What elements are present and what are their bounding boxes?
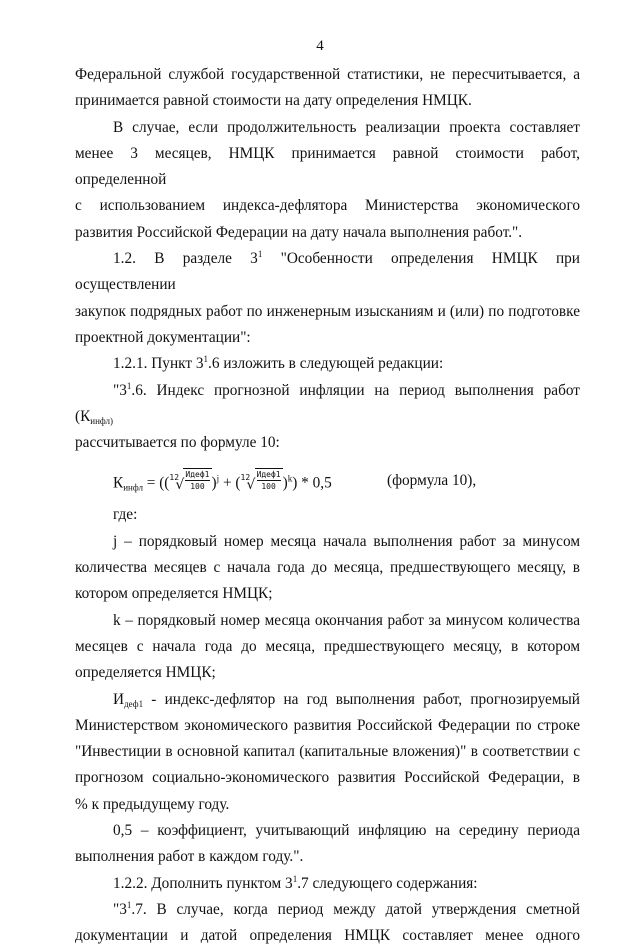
- formula-text: ) * 0,5: [292, 475, 332, 493]
- paragraph-line: выполнения работ в каждом году.".: [75, 848, 304, 866]
- exponent-j: j: [216, 474, 220, 485]
- text-run: И: [113, 690, 125, 708]
- text-run: "3: [113, 381, 127, 399]
- paragraph-line: котором определяется НМЦК;: [75, 585, 273, 603]
- fraction: [183, 468, 211, 492]
- paragraph-line: Министерством экономического развития Российской Федерации по строке: [75, 716, 580, 734]
- text-run: .6 изложить в следующей редакции:: [208, 355, 444, 373]
- fraction: [255, 468, 283, 492]
- text-run: "Особенности определения НМЦК при осуществлении: [75, 250, 580, 294]
- paragraph-line: [75, 351, 580, 377]
- radical-sign-icon: √: [246, 477, 256, 494]
- document-body: [75, 62, 580, 950]
- paragraph-line: 0,5 – коэффициент, учитывающий инфляцию на середину периода: [113, 822, 580, 840]
- text-run: "3: [113, 900, 127, 918]
- formula-label: (формула 10),: [387, 472, 477, 490]
- formula-10: [75, 460, 580, 502]
- text-run: - индекс-дефлятор на год выполнения работ, прогнозируемый: [143, 690, 580, 708]
- text-run: 1.2.1. Пункт 3: [113, 355, 204, 373]
- paragraph-line: k – порядковый номер месяца окончания работ за минусом количества: [113, 611, 580, 629]
- paragraph-line: прогнозом социально-экономического развития Российской Федерации, в: [75, 769, 580, 787]
- superscript: 1: [203, 354, 209, 365]
- paragraph-line: Федеральной службой государственной статистики, не пересчитывается, а: [75, 66, 580, 83]
- subscript: инфл): [90, 415, 114, 426]
- paragraph-line: принимается равной стоимости на дату определения НМЦК.: [75, 92, 472, 110]
- formula-text: = ((: [142, 475, 170, 493]
- superscript: 1: [126, 899, 132, 910]
- paragraph-line: [75, 378, 580, 431]
- text-run: .7 следующего содержания:: [297, 874, 478, 892]
- formula-expression: $К_{инфл}$ = (( 12 √ $\frac{\text{Идеф1}}{100}$ )$^j$ + ( 12 √ $\frac{\text{Идеф1}}{100}$ )$^k$) * 0,5: [113, 468, 332, 500]
- fraction-denominator: 100: [261, 482, 276, 492]
- superscript: 1: [126, 380, 132, 391]
- fraction-numerator: Идеф1: [185, 470, 210, 480]
- paragraph-line: j – порядковый номер месяца начала выполнения работ за минусом: [113, 532, 580, 550]
- paragraph-line: где:: [113, 506, 138, 524]
- formula-k-subscript: инфл: [123, 483, 143, 494]
- paragraph-line: [75, 246, 580, 299]
- subscript: деф1: [124, 698, 144, 709]
- text-run: .6. Индекс прогнозной инфляции на период выполнения работ (К: [75, 381, 580, 425]
- root-index: 12: [240, 473, 251, 483]
- paragraph-line: определяется НМЦК;: [75, 664, 216, 682]
- nth-root: [241, 468, 283, 500]
- superscript: 1: [292, 873, 298, 884]
- paragraph-line: менее 3 месяцев, НМЦК принимается равной стоимости работ, определенной: [75, 144, 580, 189]
- paragraph-line: В случае, если продолжительность реализации проекта составляет: [113, 118, 580, 136]
- paragraph-line: [75, 687, 580, 713]
- formula-k: К: [113, 475, 124, 493]
- paragraph-line: развития Российской Федерации на дату начала выполнения работ.".: [75, 223, 523, 241]
- nth-root: [169, 468, 211, 500]
- paragraph-line: [75, 897, 580, 923]
- fraction-numerator: Идеф1: [256, 470, 281, 480]
- radical-sign-icon: √: [175, 477, 185, 494]
- paragraph-line: [75, 871, 580, 897]
- root-index: 12: [169, 473, 180, 483]
- text-run: 1.2.2. Дополнить пунктом 3: [113, 874, 293, 892]
- text-run: .7. В случае, когда период между датой утверждения сметной: [131, 900, 580, 918]
- paragraph-line: проектной документации":: [75, 328, 251, 346]
- paragraph-line: количества месяцев с начала года до месяца, предшествующего месяцу, в: [75, 559, 580, 577]
- paragraph-line: месяцев с начала года до месяца, предшествующего месяцу, в котором: [75, 637, 580, 655]
- paragraph-line: документации и датой определения НМЦК составляет менее одного: [75, 927, 580, 945]
- exponent-k: k: [287, 474, 293, 485]
- paragraph-line: рассчитывается по формуле 10:: [75, 434, 280, 452]
- paragraph-line: с использованием индекса-дефлятора Министерства экономического: [75, 197, 580, 215]
- paragraph-line: % к предыдущему году.: [75, 795, 230, 813]
- paragraph-line: "Инвестиции в основной капитал (капитальные вложения)" в соответствии с: [75, 743, 580, 761]
- formula-text: + (: [219, 475, 241, 493]
- page-number: 4: [316, 38, 324, 54]
- paragraph-line: закупок подрядных работ по инженерным изысканиям и (или) по подготовке: [75, 302, 580, 320]
- fraction-denominator: 100: [190, 482, 205, 492]
- text-run: 1.2. В разделе 3: [113, 250, 258, 268]
- superscript: 1: [257, 249, 263, 260]
